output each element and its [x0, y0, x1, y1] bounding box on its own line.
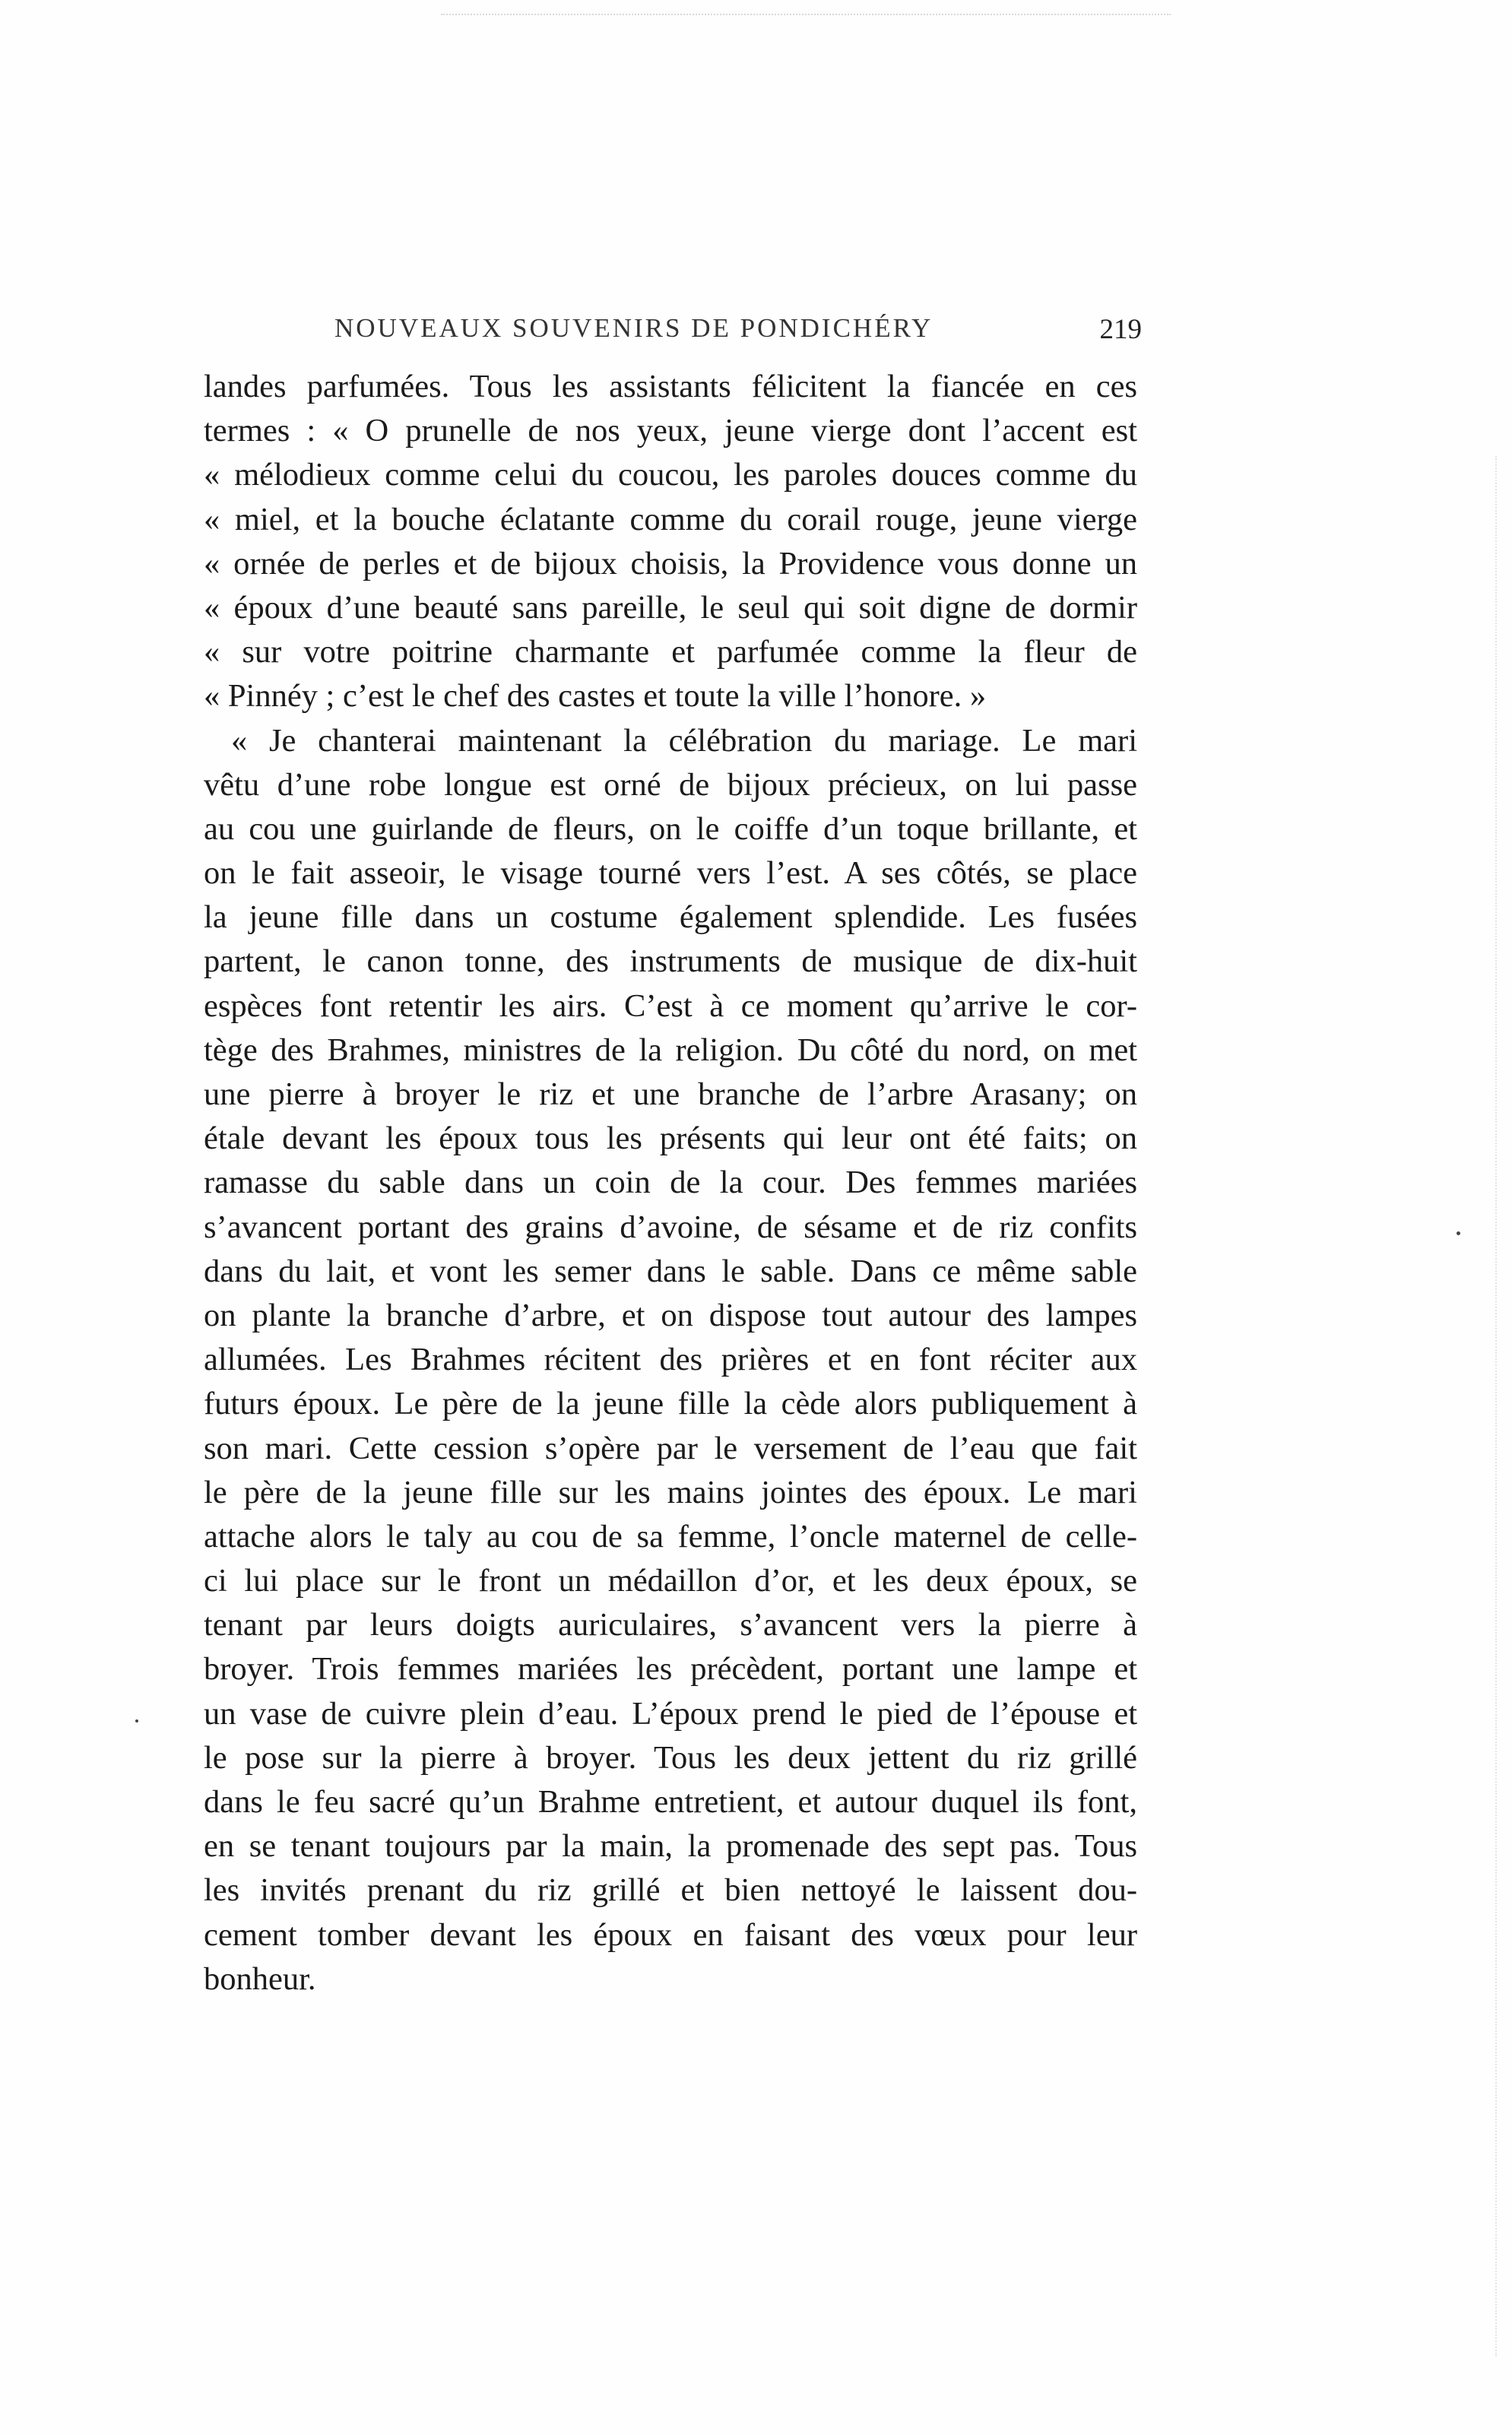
scan-edge-right: [1493, 456, 1497, 2356]
text-line: « miel, et la bouche éclatante comme du corail rouge, jeune vierge: [204, 501, 1137, 537]
text-line: les invités prenant du riz grillé et bien nettoyé le laissent dou-: [204, 1872, 1137, 1909]
text-line: on plante la branche d’arbre, et on dispose tout autour des lampes: [204, 1297, 1137, 1333]
text-line: une pierre à broyer le riz et une branche de l’arbre Arasany; on: [204, 1076, 1137, 1112]
text-line: « mélodieux comme celui du coucou, les paroles douces comme du: [204, 457, 1137, 493]
text-line: s’avancent portant des grains d’avoine, de sésame et de riz confits: [204, 1209, 1137, 1245]
text-line: étale devant les époux tous les présents qui leur ont été faits; on: [204, 1120, 1137, 1157]
text-line: vêtu d’une robe longue est orné de bijoux précieux, on lui passe: [204, 766, 1137, 803]
text-line: son mari. Cette cession s’opère par le versement de l’eau que fait: [204, 1430, 1137, 1466]
text-line: cement tomber devant les époux en faisant des vœux pour leur: [204, 1916, 1137, 1953]
text-line: « Je chanterai maintenant la célébration du mariage. Le mari: [231, 722, 1137, 759]
text-line: termes : « O prunelle de nos yeux, jeune vierge dont l’accent est: [204, 413, 1137, 449]
text-line: dans le feu sacré qu’un Brahme entretient, et autour duquel ils font,: [204, 1784, 1137, 1820]
text-line: le pose sur la pierre à broyer. Tous les deux jettent du riz grillé: [204, 1739, 1137, 1776]
text-line: allumées. Les Brahmes récitent des prières et en font réciter aux: [204, 1342, 1137, 1378]
text-line: un vase de cuivre plein d’eau. L’époux prend le pied de l’épouse et: [204, 1695, 1137, 1732]
body-text: [204, 365, 1137, 2001]
text-line: landes parfumées. Tous les assistants félicitent la fiancée en ces: [204, 369, 1137, 404]
text-line: « époux d’une beauté sans pareille, le seul qui soit digne de dormir: [204, 589, 1137, 626]
text-line: tège des Brahmes, ministres de la religion. Du côté du nord, on met: [204, 1032, 1137, 1068]
text-line: ramasse du sable dans un coin de la cour. Des femmes mariées: [204, 1165, 1137, 1201]
text-line: « sur votre poitrine charmante et parfumée comme la fleur de: [204, 634, 1137, 670]
text-line: ci lui place sur le front un médaillon d’or, et les deux époux, se: [204, 1563, 1137, 1599]
running-head: [205, 313, 1148, 359]
text-line: « ornée de perles et de bijoux choisis, la Providence vous donne un: [204, 545, 1137, 582]
text-line: attache alors le taly au cou de sa femme, l’oncle maternel de celle-: [204, 1518, 1137, 1555]
text-line: au cou une guirlande de fleurs, on le coiffe d’un toque brillante, et: [204, 810, 1137, 847]
scan-edge-top: [441, 0, 1171, 15]
text-line: on le fait asseoir, le visage tourné vers l’est. A ses côtés, se place: [204, 855, 1137, 892]
text-line: broyer. Trois femmes mariées les précèdent, portant une lampe et: [204, 1651, 1137, 1688]
text-line: partent, le canon tonne, des instruments de musique de dix-huit: [204, 943, 1137, 980]
text-line: bonheur.: [204, 1960, 316, 1997]
text-line: espèces font retentir les airs. C’est à ce moment qu’arrive le cor-: [204, 987, 1137, 1024]
scan-speck: [1457, 1231, 1460, 1235]
text-line: « Pinnéy ; c’est le chef des castes et toute la ville l’honore. »: [204, 678, 987, 715]
scan-speck: [135, 1719, 138, 1722]
running-title: NOUVEAUX SOUVENIRS DE PONDICHÉRY: [334, 313, 934, 343]
text-line: dans du lait, et vont les semer dans le sable. Dans ce même sable: [204, 1253, 1137, 1289]
text-line: tenant par leurs doigts auriculaires, s’avancent vers la pierre à: [204, 1607, 1137, 1643]
text-line: la jeune fille dans un costume également splendide. Les fusées: [204, 899, 1137, 936]
text-line: en se tenant toujours par la main, la promenade des sept pas. Tous: [204, 1828, 1137, 1865]
page-number: 219: [1099, 314, 1142, 345]
text-line: futurs époux. Le père de la jeune fille la cède alors publiquement à: [204, 1386, 1137, 1422]
text-line: le père de la jeune fille sur les mains jointes des époux. Le mari: [204, 1474, 1137, 1510]
